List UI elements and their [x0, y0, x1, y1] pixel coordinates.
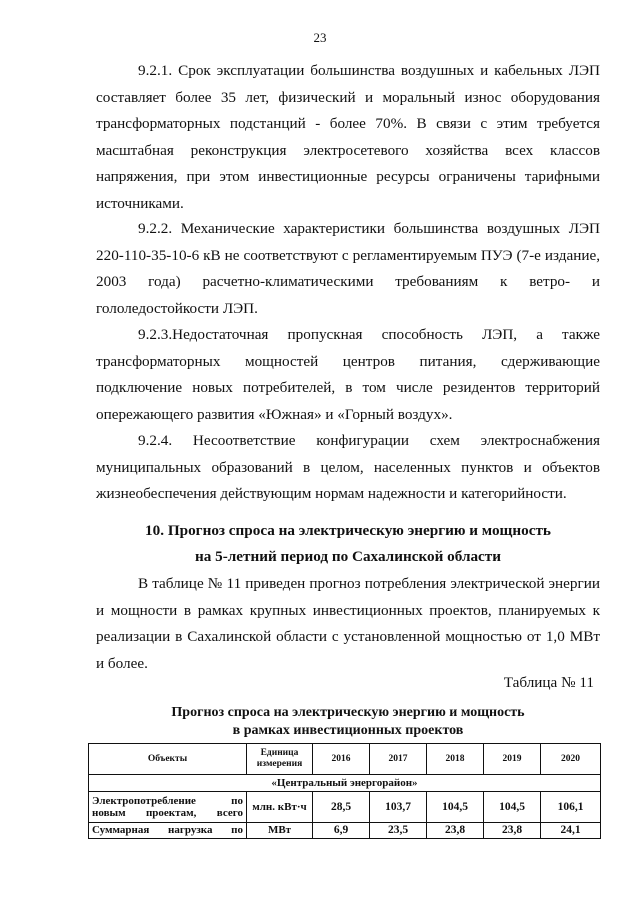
section-intro-paragraph: В таблице № 11 приведен прогноз потребления электрической энергии и мощности в рамках крупных инвестиционных проектов, планируемых к реализации в Сахалинской области с установленной мощностью от 1,0 МВт и более. [96, 575, 600, 672]
table-region-row [89, 775, 601, 792]
page-number: 23 [313, 30, 327, 45]
paragraph-9-2-3: 9.2.3.Недостаточная пропускная способность ЛЭП, а также трансформаторных мощностей центров питания, сдерживающие подключение новых потребителей, в том числе резидентов территорий опережающего развития «Южная» и «Горный воздух». [96, 326, 600, 423]
table-header-row [89, 744, 601, 775]
paragraph-9-2-2: 9.2.2. Механические характеристики большинства воздушных ЛЭП 220-110-35-10-6 кВ не соответствуют с регламентируемым ПУЭ (7-е издание, 2003 года) расчетно-климатическими требованиям к ветро- и гололедостойкости ЛЭП. [96, 220, 600, 317]
region-label: «Центральный энергорайон» [89, 775, 601, 792]
forecast-table [88, 743, 601, 839]
header-year: 2017 [370, 744, 427, 775]
table-caption: Таблица № 11 [503, 674, 594, 691]
header-year: 2020 [541, 744, 601, 775]
header-year: 2018 [427, 744, 484, 775]
table-title-line-2: в рамках инвестиционных проектов [232, 723, 464, 738]
header-unit-line-2: измерения [256, 759, 303, 769]
row-value: 23,5 [370, 823, 427, 839]
table-row [89, 823, 601, 839]
row-unit: млн. кВт·ч [247, 792, 313, 823]
paragraph-9-2-1: 9.2.1. Срок эксплуатации большинства воздушных и кабельных ЛЭП составляет более 35 лет, физический и моральный износ оборудования трансформаторных подстанций - более 70%. В связи с этим требуется масштабная реконструкция электросетевого хозяйства всех классов напряжения, при этом инвестиционные ресурсы ограничены тарифными источниками. [96, 62, 600, 212]
row-value: 24,1 [541, 823, 601, 839]
header-year: 2016 [313, 744, 370, 775]
row-value: 23,8 [484, 823, 541, 839]
table-title-line-1: Прогноз спроса на электрическую энергию и мощность [171, 705, 525, 720]
section-heading-line-2: на 5-летний период по Сахалинской области [194, 548, 502, 565]
row-value: 6,9 [313, 823, 370, 839]
section-heading-line-1: 10. Прогноз спроса на электрическую энергию и мощность [145, 522, 551, 539]
row-value: 106,1 [541, 792, 601, 823]
row-value: 104,5 [484, 792, 541, 823]
header-unit [247, 744, 313, 775]
row-value: 28,5 [313, 792, 370, 823]
row-label: Суммарная нагрузка по [89, 823, 247, 839]
row-value: 23,8 [427, 823, 484, 839]
header-unit-line-1: Единица [260, 748, 299, 758]
header-objects: Объекты [89, 744, 247, 775]
header-year: 2019 [484, 744, 541, 775]
row-value: 104,5 [427, 792, 484, 823]
row-label: Электропотребление по новым проектам, всего [89, 792, 247, 823]
paragraph-9-2-4: 9.2.4. Несоответствие конфигурации схем электроснабжения муниципальных образований в целом, населенных пунктов и объектов жизнеобеспечения действующим нормам надежности и категорийности. [96, 432, 600, 502]
row-unit: МВт [247, 823, 313, 839]
section-heading [96, 518, 600, 570]
table-title [96, 704, 600, 740]
table-row [89, 792, 601, 823]
row-value: 103,7 [370, 792, 427, 823]
